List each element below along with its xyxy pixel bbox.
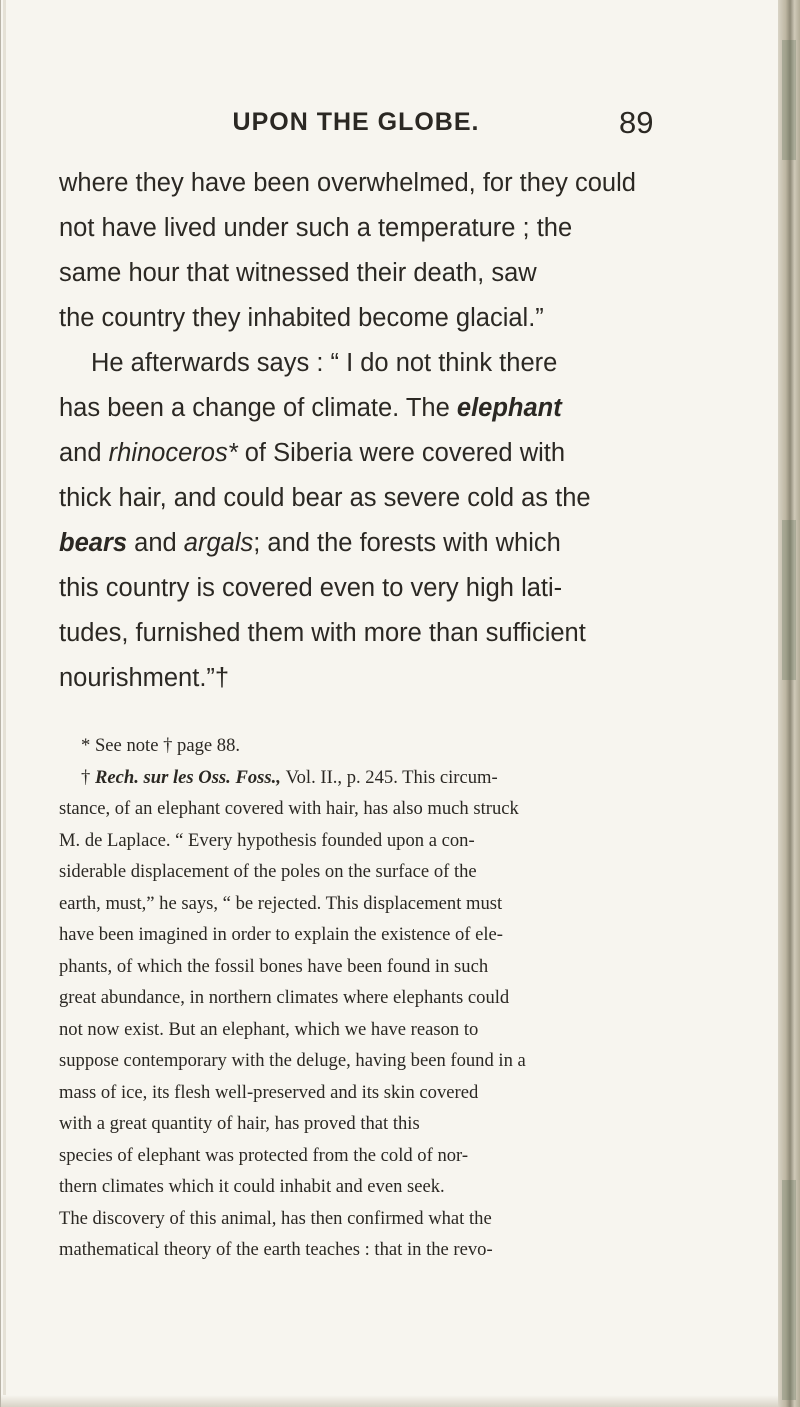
footnote-source-title: Rech. sur les Oss. Foss., [94, 766, 281, 788]
text-line: where they have been overwhelmed, for they could [59, 169, 636, 197]
running-head: UPON THE GLOBE. [232, 108, 480, 136]
footnote-line: The discovery of this animal, has then confirmed what the [59, 1207, 492, 1229]
footnote-line: thern climates which it could inhabit and even seek. [59, 1176, 445, 1197]
text-fragment: and [134, 529, 177, 557]
text-line [59, 431, 659, 476]
footnote-line: phants, of which the fossil bones have been found in such [59, 955, 489, 977]
footnote-line: with a great quantity of hair, has proved that this [59, 1113, 420, 1134]
text-line: thick hair, and could bear as severe cold as the [59, 484, 591, 512]
dagger-mark: † [81, 766, 91, 788]
text-line: nourishment.”† [59, 664, 230, 692]
text-fragment: of Siberia were covered with [244, 439, 566, 467]
footnote-line: M. de Laplace. “ Every hypothesis founded upon a con- [59, 829, 475, 851]
page-bottom-edge [1, 1395, 779, 1407]
fore-edge-marking [782, 520, 796, 680]
footnote-line: not now exist. But an elephant, which we have reason to [59, 1018, 479, 1040]
text-line: He afterwards says : “ I do not think there [91, 349, 558, 377]
italic-term-argals: argals [183, 529, 254, 557]
fore-edge-marking [782, 1180, 796, 1400]
footnote-2-first-line [59, 762, 659, 794]
italic-term-elephant: elephant [456, 394, 562, 422]
footnote-text: Vol. II., p. 245. This circum- [285, 766, 498, 788]
footnote-line: great abundance, in northern climates where elephants could [59, 987, 510, 1008]
text-line [59, 521, 659, 566]
footnote-line: mathematical theory of the earth teaches : that in the revo- [59, 1239, 493, 1260]
footnote-line: stance, of an elephant covered with hair, has also much struck [59, 798, 519, 819]
text-fragment: ; and the forests with which [253, 529, 561, 557]
footnote-line: earth, must,” he says, “ be rejected. This displacement must [59, 892, 503, 914]
italic-term-bears: bears [59, 529, 128, 557]
italic-term-rhinoceros: rhinoceros* [108, 439, 238, 467]
text-line: not have lived under such a temperature ; the [59, 214, 573, 242]
text-line: this country is covered even to very high lati- [59, 574, 563, 602]
text-line: tudes, furnished them with more than sufficient [59, 619, 586, 647]
text-fragment: and [59, 439, 102, 467]
text-line [59, 386, 659, 431]
main-text [59, 161, 659, 701]
page-number: 89 [619, 105, 654, 140]
text-fragment: has been a change of climate. The [59, 394, 450, 422]
footnote-line: mass of ice, its flesh well-preserved and its skin covered [59, 1081, 479, 1103]
text-line: same hour that witnessed their death, saw [59, 259, 537, 287]
fore-edge-marking [782, 40, 796, 160]
page-header [1, 105, 741, 148]
footnote-line: species of elephant was protected from the cold of nor- [59, 1144, 469, 1166]
footnote-line: have been imagined in order to explain the existence of ele- [59, 924, 503, 945]
footnote-line: suppose contemporary with the deluge, having been found in a [59, 1050, 526, 1071]
page-gutter [3, 0, 6, 1407]
footnote-line: siderable displacement of the poles on the surface of the [59, 861, 477, 882]
footnote-1: * See note † page 88. [81, 735, 241, 756]
text-line: the country they inhabited become glacial.” [59, 304, 544, 332]
footnotes [59, 730, 659, 1266]
